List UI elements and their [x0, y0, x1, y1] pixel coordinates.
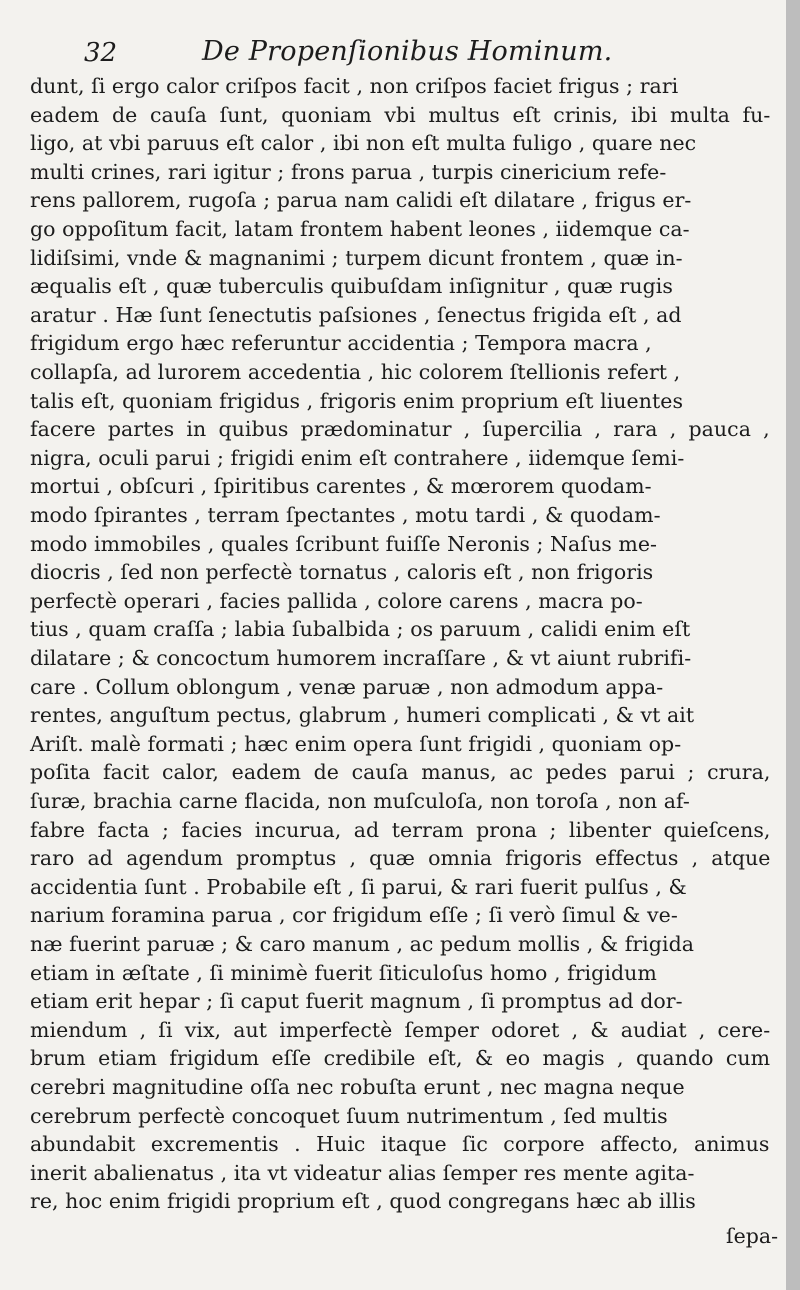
body-text: [30, 72, 780, 1272]
text-line: rens pallorem, rugoſa ; parua nam calidi eſt dilatare , frigus er-: [30, 188, 692, 213]
text-line: mortui , obſcuri , ſpiritibus carentes , & mœrorem quodam-: [30, 474, 652, 499]
text-line: facere partes in quibus prædominatur , ſupercilia , rara , pauca ,: [30, 417, 770, 442]
text-line: rentes, anguſtum pectus, glabrum , humeri complicati , & vt ait: [30, 703, 695, 728]
text-line: poſita facit calor, eadem de cauſa manus, ac pedes parui ; crura,: [30, 760, 771, 785]
page-number: 32: [84, 38, 118, 68]
text-line: re, hoc enim frigidi proprium eſt , quod congregans hæc ab illis: [30, 1189, 696, 1214]
text-line: lidiſsimi, vnde & magnanimi ; turpem dicunt frontem , quæ in-: [30, 245, 683, 270]
text-line: etiam erit hepar ; ſi caput fuerit magnum , ſi promptus ad dor-: [30, 989, 683, 1014]
text-line: go oppoſitum facit, latam frontem habent leones , iidemque ca-: [30, 217, 690, 241]
text-line: næ fuerint paruæ ; & caro manum , ac pedum mollis , & frigida: [30, 932, 695, 956]
text-line: accidentia ſunt . Probabile eſt , ſi parui, & rari fuerit pulſus , &: [30, 874, 687, 899]
text-line: perfectè operari , facies pallida , colore carens , macra po-: [30, 588, 643, 613]
text-line: narium foramina parua , cor frigidum eſſe ; ſi verò ſimul & ve-: [30, 903, 678, 928]
text-line: aratur . Hæ ſunt ſenectutis paſsiones , ſenectus frigida eſt , ad: [30, 302, 682, 327]
text-line: collapſa, ad lurorem accedentia , hic colorem ſtellionis refert ,: [30, 360, 681, 384]
catchword: ſepa-: [726, 1224, 778, 1248]
text-line: abundabit excrementis . Huic itaque ſic corpore affecto, animus: [30, 1132, 770, 1157]
text-line: frigidum ergo hæc referuntur accidentia ; Tempora macra ,: [30, 331, 652, 356]
text-line: multi crines, rari igitur ; frons parua , turpis cinericium refe-: [30, 159, 667, 184]
text-line: dilatare ; & concoctum humorem incraſſare , & vt aiunt rubrifi-: [30, 646, 692, 670]
text-line: nigra, oculi parui ; frigidi enim eſt contrahere , iidemque ſemi-: [30, 445, 685, 470]
text-line: cerebrum perfectè concoquet ſuum nutrimentum , ſed multis: [30, 1103, 668, 1128]
text-line: dunt, ſi ergo calor criſpos facit , non criſpos faciet frigus ; rari: [30, 74, 679, 98]
text-line: etiam in æſtate , ſi minimè fuerit ſiticuloſus homo , frigidum: [30, 960, 657, 985]
text-line: cerebri magnitudine oſſa nec robuſta erunt , nec magna neque: [30, 1075, 685, 1099]
page-edge-shadow: [786, 0, 800, 1290]
text-line: raro ad agendum promptus , quæ omnia frigoris effectus , atque: [30, 846, 771, 871]
text-line: miendum , ſi vix, aut imperfectè ſemper odoret , & audiat , cere-: [30, 1017, 771, 1042]
text-line: ligo, at vbi paruus eſt calor , ibi non eſt multa fuligo , quare nec: [30, 131, 697, 156]
text-line: inerit abalienatus , ita vt videatur alias ſemper res mente agita-: [30, 1160, 695, 1185]
running-title: De Propenſionibus Hominum.: [202, 36, 613, 67]
text-line: Ariſt. malè formati ; hæc enim opera ſunt frigidi , quoniam op-: [30, 731, 682, 756]
text-line: modo ſpirantes , terram ſpectantes , motu tardi , & quodam-: [30, 503, 661, 527]
text-line: modo immobiles , quales ſcribunt fuiſſe Neronis ; Naſus me-: [30, 531, 657, 556]
running-head: [84, 34, 704, 74]
text-line: ſuræ, brachia carne flacida, non muſculoſa, non toroſa , non af-: [30, 789, 690, 813]
text-line: care . Collum oblongum , venæ paruæ , non admodum appa-: [30, 674, 664, 699]
text-line: talis eſt, quoniam frigidus , frigoris enim proprium eſt liuentes: [30, 388, 684, 413]
text-line: fabre facta ; facies incurua, ad terram prona ; libenter quieſcens,: [30, 817, 771, 842]
text-line: brum etiam frigidum eſſe credibile eſt, & eo magis , quando cum: [30, 1046, 771, 1071]
text-line: diocris , ſed non perfectè tornatus , caloris eſt , non frigoris: [30, 560, 654, 585]
text-line: æqualis eſt , quæ tuberculis quibuſdam inſignitur , quæ rugis: [30, 274, 673, 299]
text-line: eadem de cauſa ſunt, quoniam vbi multus eſt crinis, ibi multa fu-: [30, 102, 771, 127]
text-line: tius , quam craſſa ; labia ſubalbida ; os paruum , calidi enim eſt: [30, 617, 691, 642]
